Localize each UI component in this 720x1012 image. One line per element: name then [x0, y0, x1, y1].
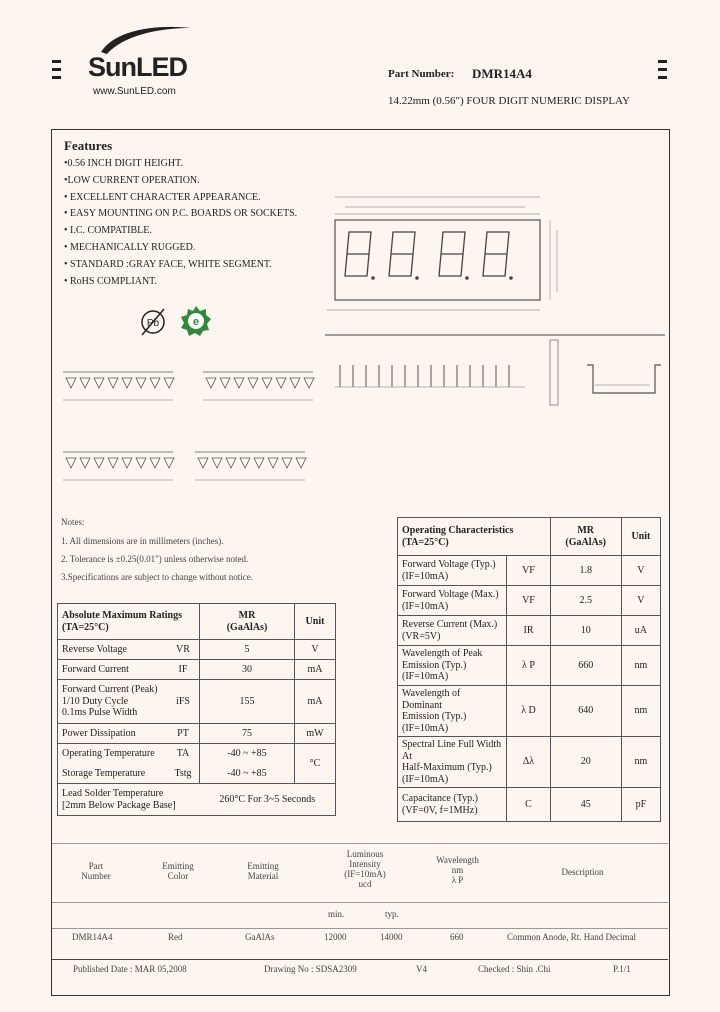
op-char-cond: (IF=10mA): [402, 570, 449, 582]
abs-max-value: -40 ~ +85: [200, 744, 295, 764]
absolute-max-ratings-table: [57, 603, 336, 816]
abs-max-param: Operating Temperature: [58, 744, 168, 764]
sel-row-typ: 14000: [380, 932, 403, 942]
abs-max-header-title: Absolute Maximum Ratings: [62, 610, 183, 621]
table-row: [398, 737, 661, 788]
features-list: [64, 156, 297, 290]
op-char-header-unit: Unit: [621, 518, 660, 556]
sel-row-description: Common Anode, Rt. Hand Decimal: [507, 932, 636, 942]
sel-header-wavelength: [425, 855, 490, 885]
abs-max-param-line2: [2mm Below Package Base]: [62, 799, 176, 811]
abs-max-value: 75: [200, 724, 295, 744]
header-bar-left-2: [52, 68, 61, 71]
abs-max-param: Power Dissipation: [58, 724, 168, 744]
sel-header-color-line2: Color: [167, 871, 189, 881]
circuit-diagram-1: [58, 350, 178, 420]
feature-item: •LOW CURRENT OPERATION.: [64, 174, 200, 186]
feature-item: • EASY MOUNTING ON P.C. BOARDS OR SOCKETS.: [64, 208, 298, 220]
op-char-symbol: λ P: [507, 646, 550, 686]
footer-checked-by: Checked : Shin .Chi: [478, 964, 551, 974]
website-link[interactable]: www.SunLED.com: [93, 86, 176, 97]
display-front-view-drawing: [325, 192, 575, 317]
op-char-symbol: λ D: [507, 686, 550, 737]
op-char-value: 660: [550, 646, 621, 686]
op-char-symbol: VF: [507, 556, 550, 586]
op-char-header-cond: (TA=25°C): [402, 536, 449, 548]
feature-item: • STANDARD :GRAY FACE, WHITE SEGMENT.: [64, 258, 272, 270]
sel-row-wavelength: 660: [450, 932, 464, 942]
sel-header-material-line1: Emitting: [247, 861, 279, 871]
sel-header-part-line1: Part: [88, 861, 104, 871]
op-char-unit: nm: [621, 686, 660, 737]
brand-logo: SunLED: [88, 52, 187, 82]
abs-max-unit: V: [295, 640, 336, 660]
circuit-diagram-2: [198, 350, 318, 420]
footer-version: V4: [416, 964, 427, 974]
abs-max-value: 155: [200, 680, 295, 724]
op-char-param: Wavelength of Peak: [402, 648, 483, 660]
abs-max-header-material: (GaAlAs): [226, 621, 268, 633]
op-char-header-title: Operating Characteristics: [402, 525, 514, 536]
sel-header-material-line2: Material: [247, 871, 279, 881]
op-char-value: 2.5: [550, 586, 621, 616]
part-number-value: DMR14A4: [472, 66, 532, 81]
selection-top-divider: [52, 843, 668, 844]
op-char-unit: uA: [621, 616, 660, 646]
sel-header-description: Description: [561, 867, 604, 877]
op-char-cond: (IF=10mA): [402, 773, 449, 785]
display-side-view-drawing: [325, 325, 670, 410]
table-row: [398, 556, 661, 586]
header-bar-right-1: [658, 60, 667, 63]
abs-max-value: 260°C For 3~5 Seconds: [200, 784, 336, 816]
feature-item: • EXCELLENT CHARACTER APPEARANCE.: [64, 191, 261, 203]
table-row: [58, 640, 336, 660]
sel-header-part-line2: Number: [81, 871, 111, 881]
op-char-cond: (IF=10mA): [402, 671, 449, 683]
abs-max-symbol: PT: [167, 724, 200, 744]
eco-badge-label: e: [192, 316, 200, 328]
sel-header-material: [233, 861, 293, 881]
circuit-diagram-4: [190, 430, 310, 500]
sel-header-lum-line4: ucd: [358, 879, 372, 889]
abs-max-header-unit: Unit: [295, 604, 336, 640]
op-char-cond: (VF=0V, f=1MHz): [402, 804, 478, 816]
features-title: Features: [64, 138, 113, 153]
table-row: [58, 764, 336, 784]
pb-badge-label: Pb: [146, 318, 160, 329]
sel-header-typ: typ.: [385, 909, 399, 919]
header-bar-left-3: [52, 76, 61, 79]
sel-header-luminous: [330, 849, 400, 889]
sunled-logo-swoosh-icon: [95, 22, 195, 56]
op-char-symbol: C: [507, 788, 550, 822]
op-char-unit: nm: [621, 646, 660, 686]
abs-max-value: 30: [200, 660, 295, 680]
abs-max-header-mr: MR: [238, 610, 256, 621]
header-bar-right-3: [658, 76, 667, 79]
abs-max-value: -40 ~ +85: [200, 764, 295, 784]
eco-leaf-icon: [178, 303, 214, 339]
op-char-value: 10: [550, 616, 621, 646]
op-char-param: Reverse Current (Max.): [402, 619, 498, 630]
sel-header-lum-line2: Intensity: [349, 859, 381, 869]
sel-row-min: 12000: [324, 932, 347, 942]
abs-max-param-line3: 0.1ms Pulse Width: [62, 707, 138, 719]
feature-item: • I.C. COMPATIBLE.: [64, 225, 152, 237]
sel-header-lum-line3: (IF=10mA): [344, 869, 386, 879]
sel-header-color: [148, 861, 208, 881]
abs-max-unit: mA: [295, 680, 336, 724]
op-char-value: 1.8: [550, 556, 621, 586]
table-row: [398, 586, 661, 616]
table-row: [398, 616, 661, 646]
op-char-value: 20: [550, 737, 621, 788]
footer-drawing-number: Drawing No : SDSA2309: [264, 964, 357, 974]
table-row: [398, 788, 661, 822]
selection-header-divider: [52, 902, 668, 903]
selection-mid-divider: [52, 928, 668, 929]
op-char-symbol: VF: [507, 586, 550, 616]
abs-max-symbol: Tstg: [167, 764, 200, 784]
sel-header-wl-line1: Wavelength: [436, 855, 479, 865]
abs-max-header-cond: (TA=25°C): [62, 621, 109, 633]
feature-item: •0.56 INCH DIGIT HEIGHT.: [64, 158, 183, 169]
abs-max-symbol: VR: [167, 640, 200, 660]
sel-header-part: [66, 861, 126, 881]
notes-title: Notes:: [61, 517, 85, 527]
op-char-symbol: Δλ: [507, 737, 550, 788]
footer-page: P.1/1: [613, 964, 631, 974]
table-row: [398, 646, 661, 686]
abs-max-param-line2: 1/10 Duty Cycle: [62, 695, 129, 707]
part-subtitle: 14.22mm (0.56") FOUR DIGIT NUMERIC DISPLAY: [388, 95, 630, 107]
op-char-unit: V: [621, 586, 660, 616]
abs-max-symbol: TA: [167, 744, 200, 764]
sel-header-min: min.: [328, 909, 345, 919]
footer-published-date: Published Date : MAR 05,2008: [73, 964, 187, 974]
op-char-unit: pF: [621, 788, 660, 822]
op-char-param-line2: Emission (Typ.): [402, 659, 467, 671]
operating-characteristics-table: [397, 517, 661, 822]
note-item: 2. Tolerance is ±0.25(0.01") unless otherwise noted.: [61, 554, 249, 564]
op-char-param-line2: Emission (Typ.): [402, 711, 467, 722]
op-char-param: Spectral Line Full Width At: [402, 739, 502, 762]
abs-max-unit: mA: [295, 660, 336, 680]
table-row: [58, 680, 336, 724]
abs-max-symbol: iFS: [167, 680, 200, 724]
op-char-cond: (IF=10mA): [402, 722, 449, 734]
note-item: 1. All dimensions are in millimeters (inches).: [61, 536, 224, 546]
abs-max-param: Forward Current: [58, 660, 168, 680]
table-row: [398, 686, 661, 737]
feature-item: • MECHANICALLY RUGGED.: [64, 241, 196, 253]
pb-free-icon: [138, 305, 168, 339]
sel-row-part: DMR14A4: [72, 932, 113, 942]
op-char-param: Forward Voltage (Typ.): [402, 559, 496, 570]
note-item: 3.Specifications are subject to change without notice.: [61, 572, 253, 582]
table-row: [58, 724, 336, 744]
table-row: [58, 744, 336, 764]
sel-header-wl-line2: nm: [451, 865, 464, 875]
feature-item: • RoHS COMPLIANT.: [64, 275, 158, 287]
sel-header-color-line1: Emitting: [162, 861, 194, 871]
op-char-symbol: IR: [507, 616, 550, 646]
abs-max-param: Lead Solder Temperature: [62, 788, 164, 799]
table-row: [58, 660, 336, 680]
part-number-label: Part Number:: [388, 68, 455, 80]
abs-max-param: Storage Temperature: [58, 764, 168, 784]
abs-max-symbol: IF: [167, 660, 200, 680]
circuit-diagram-3: [58, 430, 178, 500]
op-char-value: 640: [550, 686, 621, 737]
op-char-unit: nm: [621, 737, 660, 788]
footer-divider: [52, 959, 668, 960]
table-row: [58, 784, 336, 816]
op-char-unit: V: [621, 556, 660, 586]
op-char-param: Forward Voltage (Max.): [402, 589, 499, 600]
op-char-param: Capacitance (Typ.): [402, 793, 478, 804]
sel-header-wl-line3: λ P: [451, 875, 464, 885]
abs-max-param: Forward Current (Peak): [62, 684, 158, 696]
op-char-header-mr: MR: [577, 525, 595, 536]
header-bar-left-1: [52, 60, 61, 63]
header-bar-right-2: [658, 68, 667, 71]
op-char-param: Wavelength of Dominant: [402, 688, 461, 711]
op-char-header-material: (GaAlAs): [565, 536, 606, 548]
op-char-cond: (IF=10mA): [402, 600, 449, 612]
abs-max-unit: mW: [295, 724, 336, 744]
sel-row-material: GaAlAs: [245, 932, 275, 942]
op-char-param-line2: Half-Maximum (Typ.): [402, 762, 492, 773]
abs-max-unit: °C: [295, 744, 336, 784]
sel-row-color: Red: [168, 932, 183, 942]
op-char-cond: (VR=5V): [402, 630, 441, 642]
sel-header-lum-line1: Luminous: [346, 849, 384, 859]
abs-max-param: Reverse Voltage: [58, 640, 168, 660]
op-char-value: 45: [550, 788, 621, 822]
abs-max-value: 5: [200, 640, 295, 660]
